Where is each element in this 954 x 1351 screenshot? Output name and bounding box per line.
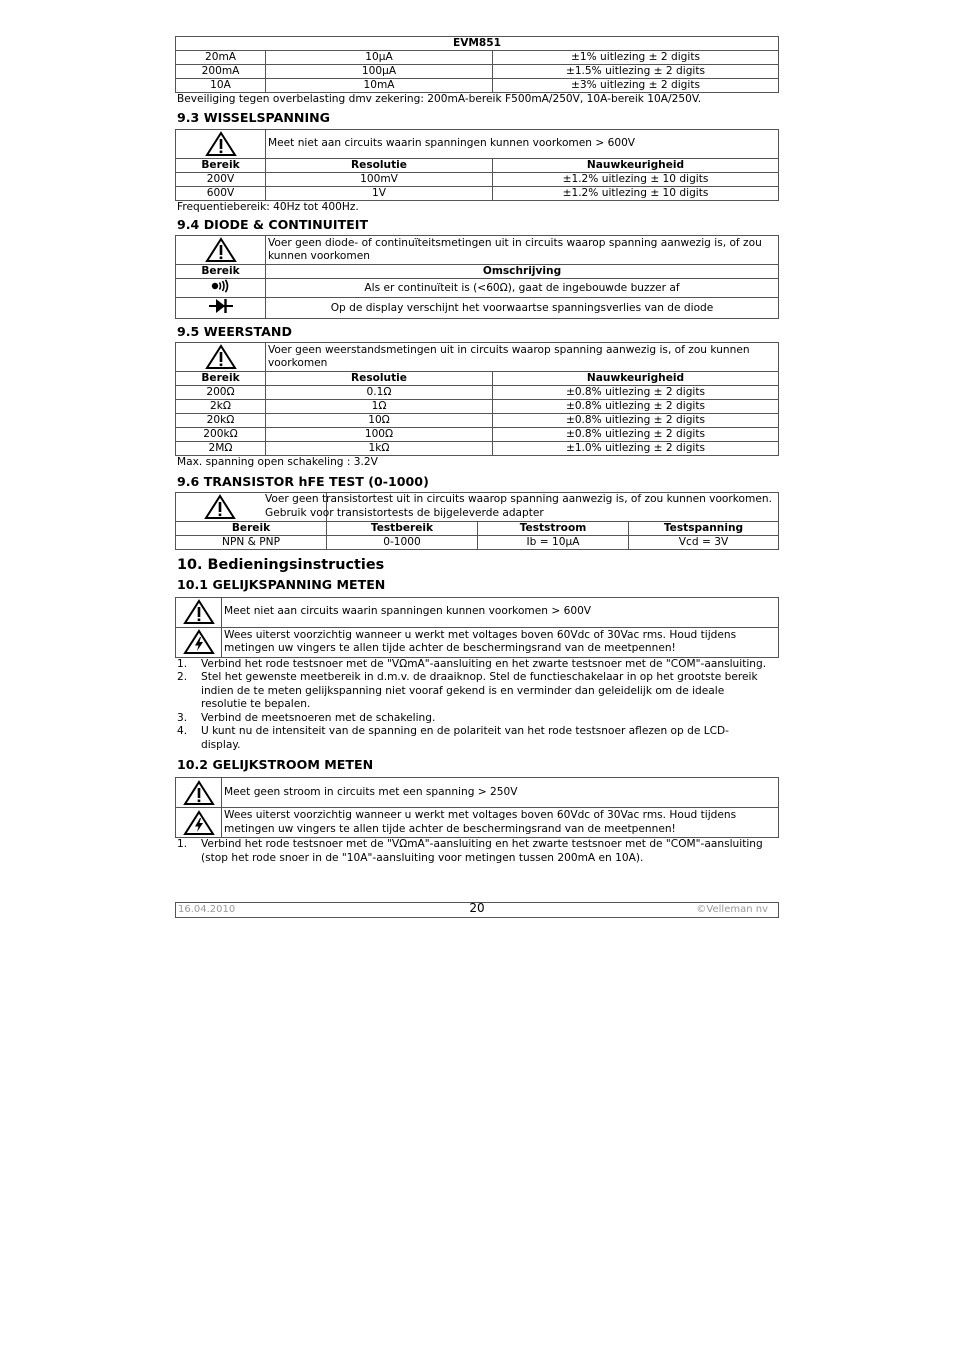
page-number: 20 [469,901,485,915]
list-item [175,658,779,672]
test-voltage-cell: Vcd = 3V [629,535,779,549]
dc-current-table [175,36,779,93]
list-item [175,838,779,865]
diode-icon [208,298,234,314]
chapter-title: 10. Bedieningsinstructies [177,556,385,573]
warning-text [265,492,779,521]
dc-voltage-warnings [175,597,779,658]
warning-icon-cell [176,597,222,627]
table-row [176,51,779,65]
table-row [176,535,779,549]
table-header-model: EVM851 [176,37,779,51]
resolution-cell: 10mA [266,79,493,93]
section-title: 9.3 WISSELSPANNING [177,109,331,125]
table-row [176,79,779,93]
diode-table [175,235,779,319]
accuracy-cell: ±3% uitlezing ± 2 digits [493,79,779,93]
resolution-cell: 0.1Ω [266,386,493,400]
warning-icon [205,237,237,263]
range-cell: 200Ω [176,386,266,400]
resolution-cell: 100mV [266,172,493,186]
page-footer [175,902,779,918]
footer-copyright: ©Velleman nv [696,904,768,915]
accuracy-cell: ±1.2% uitlezing ± 10 digits [493,186,779,200]
range-cell: 10A [176,79,266,93]
range-cell: 2MΩ [176,442,266,456]
range-cell: 200V [176,172,266,186]
open-circuit-note: Max. spanning open schakeling : 3.2V [177,456,378,468]
warning-text: Meet niet aan circuits waarin spanningen kunnen voorkomen > 600V [266,129,779,158]
buzzer-icon [210,279,232,293]
table-row [176,400,779,414]
ac-voltage-table [175,129,779,201]
warning-icon [204,494,236,520]
resolution-cell: 100µA [266,65,493,79]
diode-icon-cell [176,298,266,319]
step-text: Stel het gewenste meetbereik in d.m.v. de draaiknop. Stel de functieschakelaar in op het grootste bereik indien de te meten gelijkspanning niet vooraf gekend is en verminder dan geleidelijk om de ideale resolutie te bepalen. [201,671,758,710]
accuracy-cell: ±0.8% uitlezing ± 2 digits [493,428,779,442]
list-item [175,712,779,726]
table-row [176,428,779,442]
accuracy-cell: ±0.8% uitlezing ± 2 digits [493,386,779,400]
warning-text: Meet geen stroom in circuits met een spanning > 250V [222,778,779,808]
column-header: Bereik [176,158,266,172]
manual-page [175,36,779,865]
warning-text: Wees uiterst voorzichtig wanneer u werkt met voltages boven 60Vdc of 30Vac rms. Houd tijdens metingen uw vingers te allen tijde achter de beschermingsrand van de meetpennen! [222,627,779,657]
range-cell: 20mA [176,51,266,65]
table-row [176,279,779,298]
table-row [176,172,779,186]
accuracy-cell: ±1.0% uitlezing ± 2 digits [493,442,779,456]
dc-current-steps [175,838,779,865]
table-row [176,386,779,400]
step-number: 1. [177,657,188,670]
fuse-note: Beveiliging tegen overbelasting dmv zekering: 200mA-bereik F500mA/250V, 10A-bereik 10A/250V. [177,93,702,105]
dc-voltage-steps [175,658,779,753]
warning-text: Meet niet aan circuits waarin spanningen kunnen voorkomen > 600V [222,597,779,627]
warning-text: Voer geen weerstandsmetingen uit in circuits waarop spanning aanwezig is, of zou kunnen voorkomen [266,343,779,372]
buzzer-icon-cell [176,279,266,298]
warning-text: Wees uiterst voorzichtig wanneer u werkt met voltages boven 60Vdc of 30Vac rms. Houd tijdens metingen uw vingers te allen tijde achter de beschermingsrand van de meetpennen! [222,808,779,838]
resolution-cell: 10Ω [266,414,493,428]
warning-icon [205,131,237,157]
step-number: 4. [177,725,188,737]
description-cell: Op de display verschijnt het voorwaartse spanningsverlies van de diode [266,298,779,319]
column-header: Testbereik [327,521,478,535]
resolution-cell: 100Ω [266,428,493,442]
step-text: U kunt nu de intensiteit van de spanning en de polariteit van het rode testsnoer aflezen op de LCD-display. [201,725,729,751]
shock-warning-icon-cell [176,808,222,838]
test-range-cell: 0-1000 [327,535,478,549]
section-title: 9.4 DIODE & CONTINUITEIT [177,217,369,232]
dc-current-warnings [175,777,779,838]
electric-shock-warning-icon [183,629,215,655]
table-row [176,298,779,319]
step-number: 3. [177,711,188,724]
warning-text: Voer geen diode- of continuïteitsmetingen uit in circuits waarop spanning aanwezig is, of zou kunnen voorkomen [266,236,779,265]
step-text: Verbind het rode testsnoer met de "VΩmA"-aansluiting en het zwarte testsnoer met de "COM"-aansluiting (stop het rode snoer in de "10A"-aansluiting voor metingen tussen 200mA en 10A). [201,838,763,864]
column-header: Bereik [176,372,266,386]
accuracy-cell: ±1% uitlezing ± 2 digits [493,51,779,65]
step-text: Verbind de meetsnoeren met de schakeling. [201,711,436,724]
table-row [176,414,779,428]
resolution-cell: 1V [266,186,493,200]
step-number: 1. [177,838,188,850]
warning-icon-cell [176,343,266,372]
section-title: 10.2 GELIJKSTROOM METEN [177,757,374,772]
resistance-table [175,342,779,456]
section-title: 10.1 GELIJKSPANNING METEN [177,576,386,592]
table-row [176,65,779,79]
warning-icon-cell [176,778,222,808]
electric-shock-warning-icon [183,810,215,836]
footer-date: 16.04.2010 [178,904,236,915]
resolution-cell: 1Ω [266,400,493,414]
column-header: Nauwkeurigheid [493,158,779,172]
warning-icon [205,344,237,370]
accuracy-cell: ±1.5% uitlezing ± 2 digits [493,65,779,79]
list-item [175,725,779,752]
warning-text-content: Voer geen transistortest uit in circuits waarop spanning aanwezig is, of zou kunnen voorkomen. Gebruik voor transistortests de bijgeleverde adapter [265,493,772,519]
range-cell: 600V [176,186,266,200]
column-header: Bereik [176,521,327,535]
shock-warning-icon-cell [176,627,222,657]
description-cell: Als er continuïteit is (<60Ω), gaat de ingebouwde buzzer af [266,279,779,298]
resolution-cell: 1kΩ [266,442,493,456]
warning-icon-cell [176,236,266,265]
warning-icon-cell [176,129,266,158]
range-cell: 200kΩ [176,428,266,442]
column-header: Resolutie [266,158,493,172]
column-header: Bereik [176,265,266,279]
test-current-cell: Ib = 10µA [478,535,629,549]
range-cell: 20kΩ [176,414,266,428]
range-cell: NPN & PNP [176,535,327,549]
accuracy-cell: ±0.8% uitlezing ± 2 digits [493,414,779,428]
range-cell: 200mA [176,65,266,79]
step-number: 2. [177,671,188,683]
column-header: Resolutie [266,372,493,386]
column-header: Testspanning [629,521,779,535]
column-header: Teststroom [478,521,629,535]
table-row [176,442,779,456]
warning-icon [183,599,215,625]
frequency-note: Frequentiebereik: 40Hz tot 400Hz. [177,200,359,213]
list-item [175,671,779,712]
column-header: Omschrijving [266,265,779,279]
accuracy-cell: ±1.2% uitlezing ± 10 digits [493,172,779,186]
range-cell: 2kΩ [176,400,266,414]
step-text: Verbind het rode testsnoer met de "VΩmA"-aansluiting en het zwarte testsnoer met de "COM"-aansluiting. [201,657,767,670]
resolution-cell: 10µA [266,51,493,65]
table-row [176,186,779,200]
section-title: 9.6 TRANSISTOR hFE TEST (0-1000) [177,473,429,489]
section-title: 9.5 WEERSTAND [177,324,292,339]
transistor-table [175,492,779,550]
warning-icon [183,780,215,806]
accuracy-cell: ±0.8% uitlezing ± 2 digits [493,400,779,414]
column-header: Nauwkeurigheid [493,372,779,386]
